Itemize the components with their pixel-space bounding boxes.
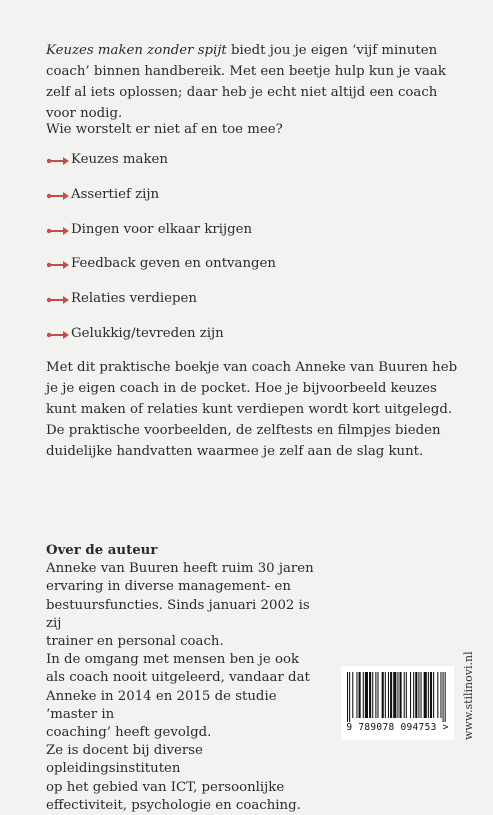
barcode-bar <box>377 672 378 718</box>
bullet-label: Assertief zijn <box>71 186 160 202</box>
bullet-list <box>46 150 426 359</box>
barcode-bar <box>421 672 422 718</box>
barcode-bar <box>418 672 419 718</box>
barcode-bar <box>359 672 361 718</box>
barcode-bar <box>365 672 368 718</box>
book-title-italic: Keuzes maken zonder spijt <box>46 43 227 58</box>
bullet-label: Gelukkig/tevreden zijn <box>71 325 224 341</box>
about-line: Anneke in 2014 en 2015 de studie ‘master in <box>46 688 277 722</box>
barcode-bar <box>440 672 441 718</box>
bullet-item <box>46 254 426 289</box>
arrow-bullet-icon <box>46 294 70 306</box>
barcode-bar <box>347 672 348 722</box>
barcode-digits: 9 789078 094753 > <box>346 722 449 733</box>
barcode-bar <box>437 672 438 718</box>
about-line: Ze is docent bij diverse opleidingsinstituten <box>46 743 203 777</box>
barcode-bar <box>382 672 384 718</box>
about-line: trainer en personal coach. <box>46 634 224 650</box>
arrow-bullet-icon <box>46 259 70 271</box>
arrow-bullet-icon <box>46 225 70 237</box>
barcode-bar <box>363 672 364 718</box>
barcode-bar <box>388 672 389 718</box>
barcode-bar <box>393 672 396 718</box>
about-author-heading: Over de auteur <box>46 543 158 558</box>
barcode-bar <box>433 672 434 718</box>
barcode-bar <box>406 672 407 718</box>
about-line: Anneke van Buuren heeft ruim 30 jaren <box>46 561 314 577</box>
bullet-item <box>46 220 426 255</box>
barcode-bar <box>443 672 444 722</box>
barcode-bar <box>430 672 432 718</box>
about-line: In de omgang met mensen ben je ook <box>46 652 300 668</box>
barcode-bar <box>385 672 386 718</box>
barcode-bar <box>445 672 446 722</box>
arrow-bullet-icon <box>46 155 70 167</box>
barcode-bar <box>352 672 353 718</box>
about-line: effectiviteit, psychologie en coaching. <box>46 797 301 813</box>
about-line: coaching’ heeft gevolgd. <box>46 725 212 741</box>
bullet-label: Keuzes maken <box>71 152 168 167</box>
about-author-section <box>46 542 326 815</box>
barcode-bar <box>369 672 371 718</box>
barcode-bar <box>400 672 402 718</box>
barcode-bar <box>404 672 405 718</box>
bullet-item <box>46 289 426 324</box>
barcode-bar <box>428 672 429 718</box>
question-line: Wie worstelt er niet af en toe mee? <box>46 122 283 137</box>
bullet-item <box>46 324 426 359</box>
barcode-bar <box>375 672 376 718</box>
arrow-bullet-icon <box>46 329 70 341</box>
about-line: op het gebied van ICT, persoonlijke <box>46 779 285 795</box>
barcode-bars <box>345 672 450 722</box>
bullet-label: Feedback geven en ontvangen <box>71 256 276 272</box>
barcode-bar <box>415 672 417 718</box>
intro-text: biedt jou je eigen ‘vijf minuten coach’ binnen handbereik. Met een beetje hulp kun je vaak zelf al iets oplossen; daar heb je echt niet altijd een coach voor nodig. <box>46 43 446 121</box>
barcode-bar <box>410 672 411 718</box>
arrow-bullet-icon <box>46 190 70 202</box>
about-line: ervaring in diverse management- en <box>46 579 291 595</box>
barcode-bar <box>413 672 414 718</box>
description-paragraph: Met dit praktische boekje van coach Anneke van Buuren heb je je eigen coach in de pocket. Hoe je bijvoorbeeld keuzes kunt maken of relaties kunt verdiepen wordt kort uitgelegd. De praktische voorbeelden, de zelftests en filmpjes bieden duidelijke handvatten waarmee je zelf aan de slag kunt. <box>46 360 458 459</box>
intro-paragraph <box>46 40 466 124</box>
about-line: als coach nooit uitgeleerd, vandaar dat <box>46 670 310 686</box>
publisher-website: www.stilinovi.nl <box>462 651 475 740</box>
bullet-label: Dingen voor elkaar krijgen <box>71 221 253 237</box>
barcode-bar <box>424 672 427 718</box>
barcode-bar <box>349 672 350 722</box>
about-line: bestuursfuncties. Sinds januari 2002 is zij <box>46 597 310 631</box>
barcode-bar <box>356 672 357 718</box>
barcode-bar <box>397 672 398 718</box>
bullet-item <box>46 150 426 185</box>
isbn-barcode <box>341 666 454 740</box>
barcode-bar <box>372 672 373 718</box>
bullet-label: Relaties verdiepen <box>71 291 197 307</box>
bullet-item <box>46 185 426 220</box>
barcode-bar <box>390 672 392 718</box>
